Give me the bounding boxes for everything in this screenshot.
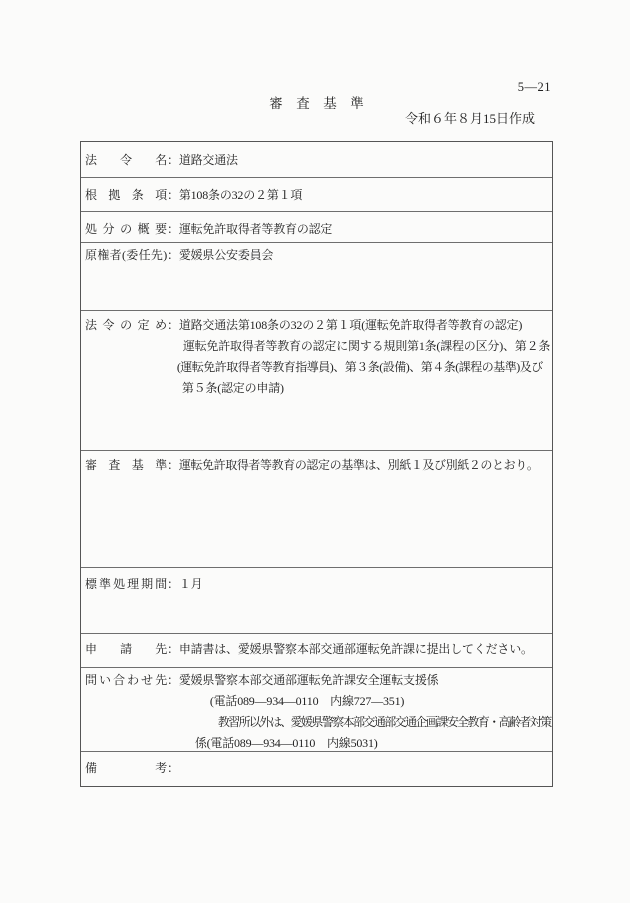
row-inquiry-contact (81, 668, 552, 752)
label-colon: ： (167, 222, 179, 236)
row-label: 処分の概要 (85, 222, 167, 236)
value-line: 第５条(認定の申請) (181, 381, 284, 395)
label-colon: ： (167, 188, 179, 202)
label-colon: ： (167, 642, 179, 656)
value-line: 第108条の32の２第１項 (178, 188, 303, 202)
row-application-destination (81, 634, 552, 668)
label-colon: ： (167, 458, 179, 472)
row-legal-basis (81, 178, 552, 212)
row-label: 原権者(委任先) (85, 248, 167, 262)
row-label: 法令名 (85, 153, 167, 167)
value-line: 道路交通法第108条の32の２第１項(運転免許取得者等教育の認定) (178, 318, 523, 332)
row-label: 根拠条項 (85, 188, 167, 202)
row-legal-provisions (81, 311, 552, 451)
row-label: 標準処理期間 (85, 577, 167, 591)
value-line: (運転免許取得者等教育指導員)、第３条(設備)、第４条(課程の基準)及び (176, 360, 543, 374)
row-value (176, 315, 552, 399)
row-value (179, 639, 552, 660)
created-date: 令和６年８月15日作成 (404, 111, 535, 126)
page-number: 5―21 (517, 80, 551, 94)
value-line: １月 (178, 577, 203, 591)
criteria-table (80, 141, 553, 787)
row-label: 審査基準 (85, 458, 167, 472)
row-law-name (81, 142, 552, 178)
value-line: 教習所以外は、愛媛県警察本部交通部交通企画課安全教育・高齢者対策 (217, 715, 551, 729)
row-value (179, 574, 552, 595)
row-value (179, 245, 552, 266)
value-line: 愛媛県警察本部交通部運転免許課安全運転支援係 (178, 673, 439, 687)
row-standard-processing-period (81, 568, 552, 634)
label-colon: ： (167, 761, 179, 775)
page-title: 審 査 基 準 (269, 96, 364, 111)
row-value (179, 670, 552, 754)
label-colon: ： (167, 673, 179, 687)
row-examination-criteria (81, 451, 552, 568)
label-colon: ： (167, 248, 179, 262)
row-value (179, 219, 552, 240)
row-value (179, 185, 552, 206)
value-line: 申請書は、愛媛県警察本部交通部運転免許課に提出してください。 (178, 642, 533, 656)
value-line: 道路交通法 (178, 153, 238, 167)
label-colon: ： (167, 318, 179, 332)
row-label: 問い合わせ先 (85, 673, 167, 687)
row-value (179, 455, 552, 476)
value-line: 運転免許取得者等教育の認定に関する規則第1条(課程の区分)、第２条 (182, 339, 551, 353)
row-value (179, 150, 552, 171)
value-line: 運転免許取得者等教育の認定の基準は、別紙１及び別紙２のとおり。 (178, 458, 539, 472)
value-line: 運転免許取得者等教育の認定 (178, 222, 333, 236)
row-label: 法令の定め (85, 318, 167, 332)
row-label: 申請先 (85, 642, 167, 656)
label-colon: ： (167, 153, 179, 167)
row-remarks (81, 752, 552, 786)
label-colon: ： (167, 577, 179, 591)
row-label: 備考 (85, 761, 167, 775)
value-line: 愛媛県公安委員会 (178, 248, 274, 262)
row-disposition-summary (81, 212, 552, 243)
row-original-authority (81, 243, 552, 311)
value-line: (電話089―934―0110 内線727―351) (209, 694, 405, 708)
value-line: 係(電話089―934―0110 内線5031) (194, 736, 378, 750)
